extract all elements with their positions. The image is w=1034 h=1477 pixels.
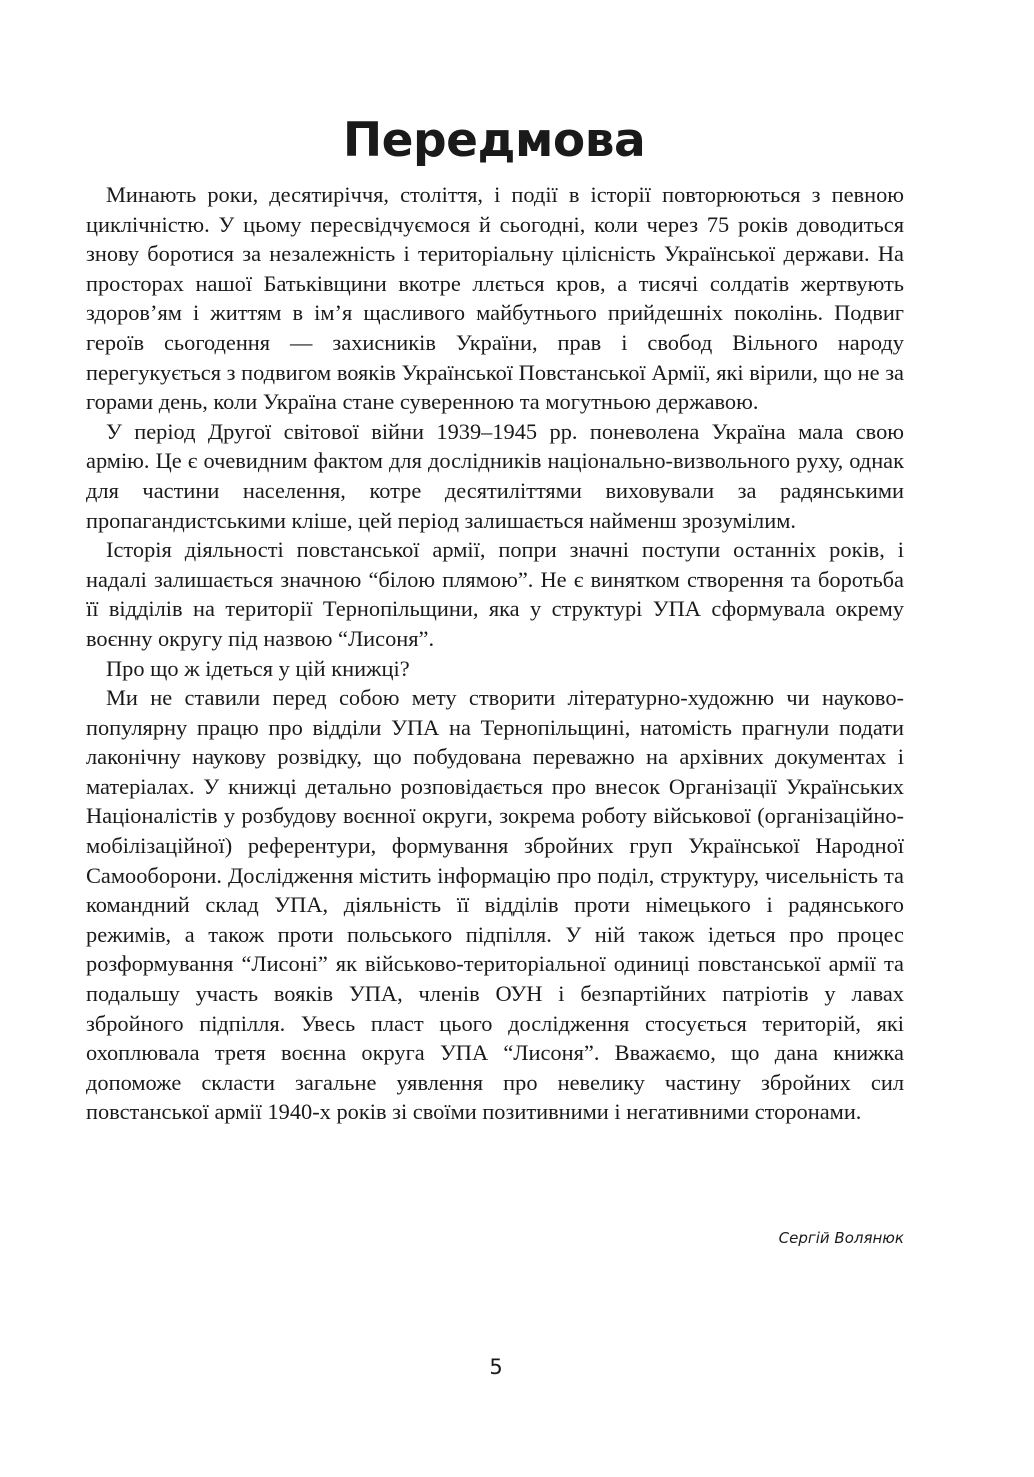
page-number: 5 [489, 1355, 503, 1379]
paragraph-4: Про що ж ідеться у цій книжці? [106, 655, 410, 681]
paragraph-5: Ми не ставили перед собою мету створити літературно-художню чи науково-популярну працю про відділи УПА на Тернопільщині, натомість прагнули подати лаконічну наукову розвідку, що побудована переважно на архівних документах і матеріалах. У книжці детально розповідається про внесок Організації Українських Націоналістів у розбудову воєнної округи, зокрема роботу військової (організаційно-мобілізаційної) референтури, формування збройних груп Української Народної Самооборони. Дослідження містить інформацію про поділ, структуру, чисельність та командний склад УПА, діяльність її відділів проти німецького і радянського режимів, а також проти польського підпілля. У ній також ідеться про процес розформування “Лисоні” як військово-територіальної одиниці повстанської армії та подальшу участь вояків УПА, членів ОУН і безпартійних патріотів у лавах збройного підпілля. Увесь пласт цього дослідження стосується територій, які охоплювала третя воєнна округа УПА “Лисоня”. Вважаємо, що дана книжка допоможе скласти загальне уявлення про невелику частину збройних сил повстанської армії 1940-х років зі своїми позитивними і негативними сторонами. [86, 685, 904, 1125]
paragraph-3: Історія діяльності повстанської армії, попри значні поступи останніх років, і надалі залишається значною “білою плямою”. Не є винятком створення та боротьба її відділів на території Тернопільщини, яка у структурі УПА сформувала окрему воєнну округу під назвою “Лисоня”. [86, 537, 904, 651]
paragraph-1: Минають роки, десятиріччя, століття, і події в історії повторюються з певною циклічністю. У цьому пересвідчуємося й сьогодні, коли через 75 років доводиться знову боротися за незалежність і територіальну цілісність Української держави. На просторах нашої Батьківщини вкотре ллється кров, а тисячі солдатів жертвують здоров’ям і життям в ім’я щасливого майбутнього прийдешніх поколінь. Подвиг героїв сьогодення — захисників України, прав і свобод Вільного народу перегукується з подвигом вояків Української Повстанської Армії, які вірили, що не за горами день, коли Україна стане суверенною та могутньою державою. [86, 182, 904, 415]
author-signature: Сергій Волянюк [778, 1229, 904, 1247]
preface-body [86, 180, 904, 1127]
page-title: Передмова [342, 113, 646, 168]
paragraph-2: У період Другої світової війни 1939–1945 рр. поневолена Україна мала свою армію. Це є очевидним фактом для дослідників національно-визвольного руху, однак для частини населення, котре десятиліттями виховували за радянськими пропагандистськими кліше, цей період залишається найменш зрозумілим. [86, 418, 904, 533]
